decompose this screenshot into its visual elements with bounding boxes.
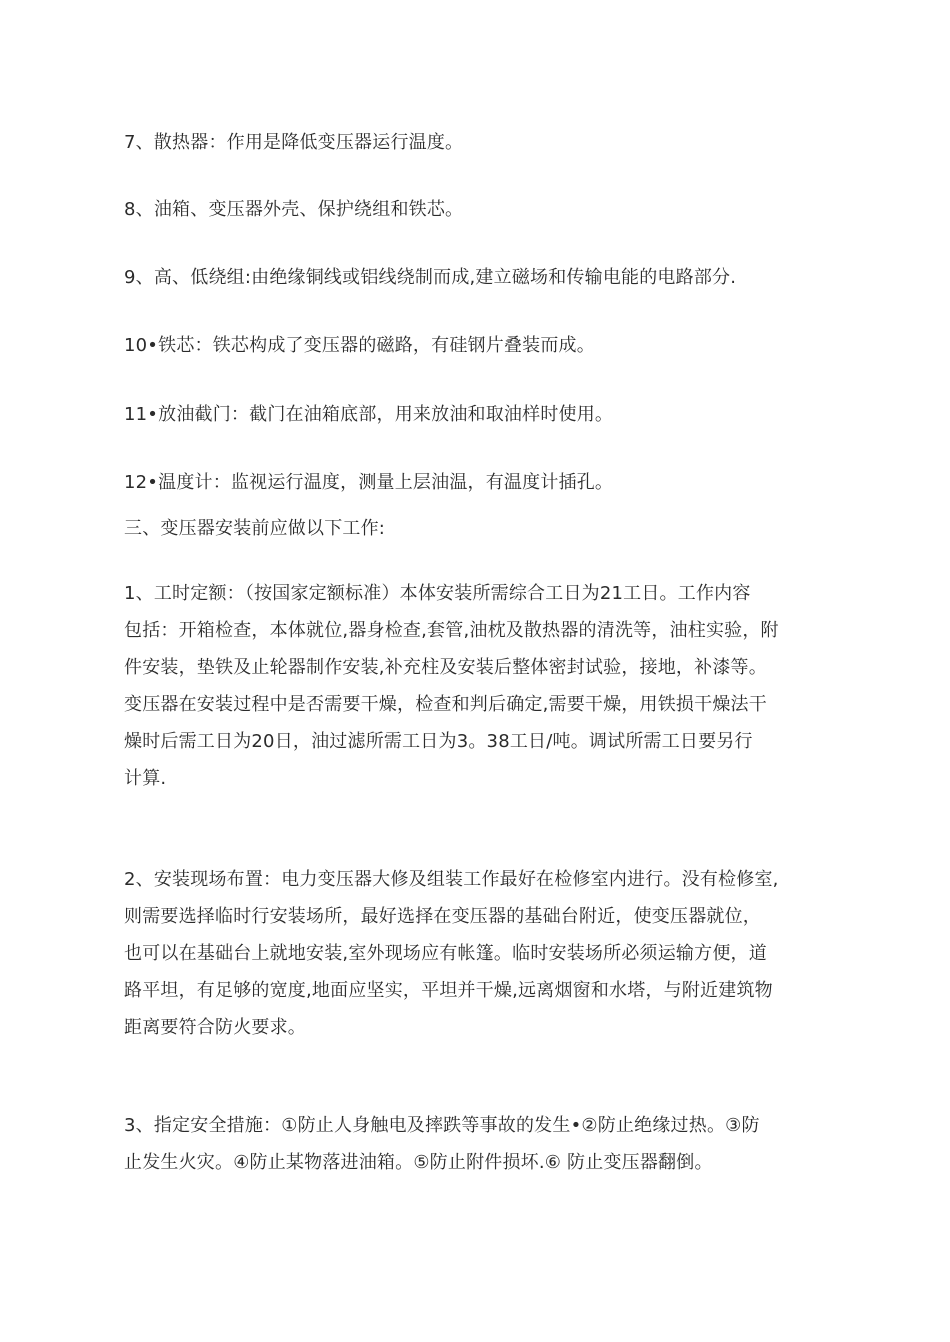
- list-item-9: 9、高、低绕组:由绝缘铜线或铝线绕制而成,建立磁场和传输电能的电路部分.: [124, 267, 737, 288]
- paragraph-line: 路平坦，有足够的宽度,地面应坚实，平坦并干燥,远离烟窗和水塔，与附近建筑物: [124, 980, 773, 1001]
- list-item-11: 11•放油截门：截门在油箱底部，用来放油和取油样时使用。: [124, 404, 614, 425]
- section-heading: 三、变压器安装前应做以下工作:: [124, 518, 386, 539]
- paragraph-safety-measures: [124, 1107, 824, 1181]
- paragraph-line: 1、工时定额：（按国家定额标准）本体安装所需综合工日为21工日。工作内容: [124, 583, 751, 604]
- paragraph-line: 件安装，垫铁及止轮器制作安装,补充柱及安装后整体密封试验，接地，补漆等。: [124, 657, 767, 678]
- paragraph-line: 2、安装现场布置：电力变压器大修及组装工作最好在检修室内进行。没有检修室,: [124, 869, 779, 890]
- paragraph-line: 燥时后需工日为20日，油过滤所需工日为3。38工日/吨。调试所需工日要另行: [124, 731, 753, 752]
- paragraph-line: 变压器在安装过程中是否需要干燥，检查和判后确定,需要干燥，用铁损干燥法干: [124, 694, 767, 715]
- list-item-10: 10•铁芯：铁芯构成了变压器的磁路，有硅钢片叠装而成。: [124, 335, 595, 356]
- list-item-7: 7、散热器：作用是降低变压器运行温度。: [124, 132, 464, 153]
- paragraph-site-layout: [124, 861, 824, 1046]
- list-item-8: 8、油箱、变压器外壳、保护绕组和铁芯。: [124, 199, 464, 220]
- paragraph-line: 距离要符合防火要求。: [124, 1017, 306, 1038]
- paragraph-line: 止发生火灾。④防止某物落进油箱。⑤防止附件损坏.⑥ 防止变压器翻倒。: [124, 1152, 713, 1173]
- paragraph-line: 也可以在基础台上就地安装,室外现场应有帐篷。临时安装场所必须运输方便，道: [124, 943, 767, 964]
- list-item-12: 12•温度计：监视运行温度，测量上层油温，有温度计插孔。: [124, 472, 614, 493]
- paragraph-line: 包括：开箱检查，本体就位,器身检查,套管,油枕及散热器的清洗等，油柱实验，附: [124, 620, 779, 641]
- paragraph-line: 3、指定安全措施：①防止人身触电及摔跌等事故的发生•②防止绝缘过热。③防: [124, 1115, 760, 1136]
- paragraph-line: 则需要选择临时行安装场所，最好选择在变压器的基础台附近，使变压器就位，: [124, 906, 761, 927]
- paragraph-work-hours: [124, 575, 824, 797]
- paragraph-line: 计算.: [124, 768, 167, 789]
